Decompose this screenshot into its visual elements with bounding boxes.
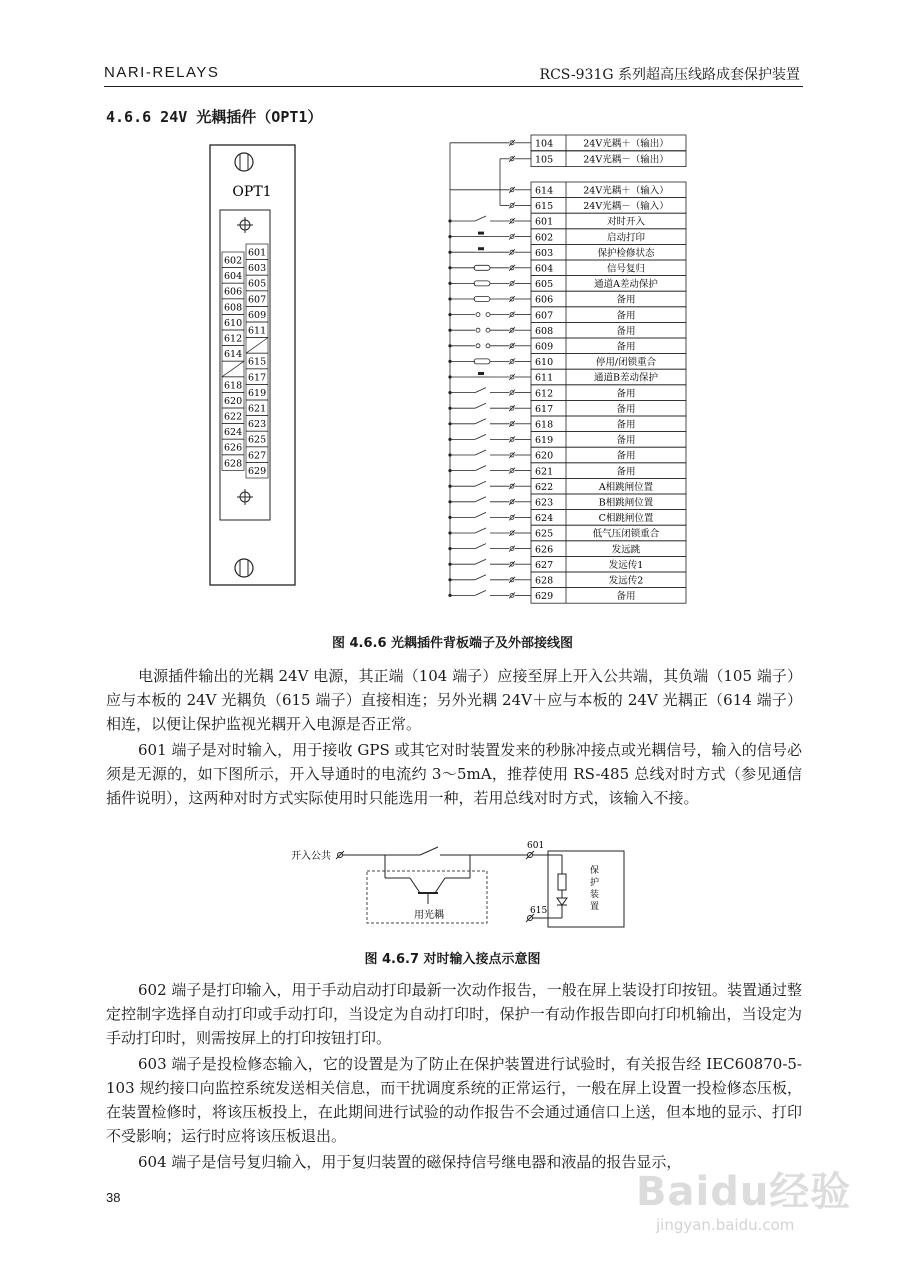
paragraph-5: 604 端子是信号复归输入，用于复归装置的磁保持信号继电器和液晶的报告显示， (138, 1153, 682, 1171)
terminal-table-row (531, 432, 686, 448)
switch-contact-icon (475, 481, 486, 486)
terminal-number: 604 (535, 263, 554, 275)
switch-contact-icon (475, 559, 486, 564)
switch-contact-icon (475, 466, 486, 471)
terminal-number: 606 (535, 294, 554, 306)
board-terminal-label: 606 (224, 286, 243, 298)
switch-contact-icon (475, 497, 486, 502)
board-terminal-label: 627 (248, 450, 267, 462)
switch-contact-icon (420, 847, 460, 855)
open-link-icon (476, 313, 480, 317)
terminal-number: 611 (535, 372, 554, 384)
figure-caption-4-6-7: 图 4.6.7 对时输入接点示意图 (364, 952, 541, 967)
terminal-number: 609 (535, 341, 554, 353)
terminal-table-row (531, 588, 686, 604)
terminal-description: 备用 (616, 341, 636, 353)
terminal-number: 614 (535, 185, 554, 197)
terminal-description: 备用 (616, 310, 636, 322)
board-terminal-grid (222, 244, 268, 478)
terminal-number: 603 (535, 247, 554, 259)
board-terminal-label: 621 (248, 403, 267, 415)
terminal-615-label: 615 (530, 906, 548, 916)
board-terminal-label: 614 (224, 349, 243, 361)
board-terminal-label: 605 (248, 278, 267, 290)
switch-contact-icon (475, 419, 486, 424)
transistor-icon (385, 878, 470, 904)
terminal-number: 624 (535, 513, 554, 525)
terminal-number: 607 (535, 310, 554, 322)
terminal-description: 24V光耦＋（输入） (583, 185, 669, 197)
terminal-description: A相跳闸位置 (598, 481, 654, 493)
terminal-number: 629 (535, 591, 554, 603)
terminal-description: 低气压闭锁重合 (592, 528, 660, 540)
watermark-logo: Baidu经验 (636, 1169, 852, 1215)
terminal-description: 备用 (616, 450, 636, 462)
paragraph-4: 603 端子是投检修态输入，它的设置是为了防止在保护装置进行试验时，有关报告经 IEC60870-5-103 规约接口向监控系统发送相关信息，而干扰调度系统的正常运行，一般在屏上设置一投检修态压板，在装置检修时，将该压板投上，在此期间进行试验的动作报告不会通过通信口上送，但本地的显示、打印不受影响；运行时应将该压板退出。 (106, 1055, 802, 1145)
switch-contact-icon (475, 590, 486, 595)
terminal-number: 622 (535, 481, 554, 493)
terminal-description: 24V光耦－（输入） (583, 201, 669, 213)
board-terminal-label: 619 (248, 387, 267, 399)
terminal-number: 625 (535, 528, 554, 540)
terminal-number: 620 (535, 450, 554, 462)
push-button-icon (478, 372, 484, 375)
board-terminal-label: 629 (248, 465, 267, 477)
board-terminal-label: 608 (224, 302, 243, 314)
open-link-icon (476, 344, 480, 348)
board-terminal-label: 603 (248, 263, 267, 275)
board-terminal-label: 625 (248, 434, 267, 446)
push-button-icon (478, 247, 484, 250)
terminal-description: 保护检修状态 (597, 247, 655, 259)
board-terminal-label: 618 (224, 380, 243, 392)
terminal-table-row (531, 385, 686, 401)
paragraph-1: 电源插件输出的光耦 24V 电源，其正端（104 端子）应接至屏上开入公共端，其负端（105 端子）应与本板的 24V 光耦负（615 端子）直接相连；另外光耦 24V＋应与本板的 24V 光耦正（614 端子）相连，以便让保护监视光耦开入电源是否正常。 (106, 667, 802, 733)
common-input-label: 开入公共 (291, 851, 331, 862)
board-terminal-label: 607 (248, 294, 267, 306)
board-terminal-label: 610 (224, 317, 243, 329)
header-left: NARI-RELAYS (104, 64, 220, 81)
terminal-number: 602 (535, 232, 554, 244)
push-button-icon (478, 232, 484, 235)
device-label-1: 保 (590, 866, 600, 876)
terminal-table-row (531, 307, 686, 323)
terminal-number: 608 (535, 325, 554, 337)
paragraph-3: 602 端子是打印输入，用于手动启动打印最新一次动作报告，一般在屏上装设打印按钮。装置通过整定控制字选择自动打印或手动打印，当设定为自动打印时，保护一有动作报告即向打印机输出，当设定为手动打印时，则需按屏上的打印按钮打印。 (106, 981, 802, 1047)
terminal-table-row (531, 541, 686, 557)
board-terminal-label: 624 (224, 427, 243, 439)
board-terminal-label: 611 (248, 325, 267, 337)
terminal-table-row (531, 400, 686, 416)
terminal-description: 备用 (616, 294, 636, 306)
terminal-number: 617 (535, 403, 554, 415)
terminal-table-row (531, 463, 686, 479)
terminal-description: 对时开入 (606, 216, 646, 228)
board-terminal-label: 615 (248, 356, 267, 368)
board-terminal-label: 628 (224, 458, 243, 470)
terminal-number: 627 (535, 559, 554, 571)
terminal-description: 信号复归 (606, 263, 646, 275)
open-link-icon (476, 328, 480, 332)
device-label-2: 护 (590, 878, 600, 888)
board-terminal-label: 609 (248, 309, 267, 321)
terminal-description: 备用 (616, 435, 636, 447)
board-terminal-label: 622 (224, 411, 243, 423)
terminal-number: 105 (535, 154, 554, 166)
terminal-table-row (531, 416, 686, 432)
page-number: 38 (106, 1190, 121, 1205)
terminal-number: 605 (535, 279, 554, 291)
terminal-table-row (531, 338, 686, 354)
device-box (548, 851, 624, 927)
board-terminal-label: 617 (248, 372, 267, 384)
terminal-description: 备用 (616, 419, 636, 431)
terminal-description: 备用 (616, 466, 636, 478)
terminal-number: 618 (535, 419, 554, 431)
watermark-url: jingyan.baidu.com (656, 1216, 795, 1234)
switch-contact-icon (475, 434, 486, 439)
terminal-table (531, 135, 686, 603)
bottom-screw-icon (235, 559, 253, 577)
switch-contact-icon (475, 216, 486, 221)
terminal-description: 发远跳 (611, 544, 641, 556)
link-plate-icon (474, 297, 490, 302)
figure-caption-4-6-6: 图 4.6.6 光耦插件背板端子及外部接线图 (331, 636, 574, 651)
terminal-number: 612 (535, 388, 554, 400)
switch-contact-icon (475, 528, 486, 533)
terminal-description: 发远传2 (608, 575, 644, 587)
terminal-description: 24V光耦＋（输出） (583, 138, 669, 150)
terminal-number: 104 (535, 138, 554, 150)
figure-timing-input (0, 838, 905, 938)
switch-contact-icon (475, 512, 486, 517)
paragraph-2: 601 端子是对时输入，用于接收 GPS 或其它对时装置发来的秒脉冲接点或光耦信号，输入的信号必须是无源的，如下图所示，开入导通时的电流约 3～5mA，推荐使用 RS-485 总线对时方式（参见通信插件说明），这两种对时方式实际使用时只能选用一种，若用总线对时方式，该输入不接。 (106, 741, 802, 807)
terminal-description: 备用 (616, 325, 636, 337)
led-icon (557, 898, 567, 905)
board-terminal-label: 626 (224, 442, 243, 454)
terminal-description: 发远传1 (608, 559, 644, 571)
switch-contact-icon (475, 388, 486, 393)
terminal-description: 备用 (616, 388, 636, 400)
switch-contact-icon (475, 544, 486, 549)
terminal-description: 24V光耦－（输出） (583, 154, 669, 166)
terminal-601-icon (526, 851, 534, 859)
connector-bottom-screw-icon (237, 489, 253, 505)
terminal-description: C相跳闸位置 (598, 513, 654, 525)
terminal-description: 停用/闭锁重合 (595, 357, 657, 369)
terminal-number: 610 (535, 357, 554, 369)
terminal-number: 621 (535, 466, 554, 478)
terminal-number: 626 (535, 544, 554, 556)
terminal-description: 启动打印 (606, 232, 646, 244)
terminal-description: 备用 (616, 591, 636, 603)
board-terminal-label: 602 (224, 255, 243, 267)
section-title: 4.6.6 24V 光耦插件（OPT1） (106, 108, 323, 126)
blank-cell-diagonal (222, 361, 244, 377)
link-plate-icon (474, 281, 490, 286)
device-label-3: 装 (590, 890, 600, 900)
board-terminal-label: 620 (224, 395, 243, 407)
device-label-4: 置 (590, 902, 600, 912)
switch-contact-icon (475, 450, 486, 455)
terminal-description: 备用 (616, 403, 636, 415)
terminal-number: 619 (535, 435, 554, 447)
board-terminal-label: 623 (248, 419, 267, 431)
optocoupler-label: 用光耦 (414, 910, 444, 921)
terminal-601-label: 601 (527, 841, 545, 851)
terminal-number: 628 (535, 575, 554, 587)
common-terminal-icon (336, 851, 344, 859)
terminal-description: 通道A差动保护 (594, 279, 658, 291)
terminal-number: 601 (535, 216, 554, 228)
top-screw-icon (235, 153, 253, 171)
blank-cell-diagonal (246, 338, 268, 354)
terminal-description: B相跳闸位置 (598, 497, 654, 509)
board-terminal-label: 612 (224, 333, 243, 345)
external-wiring (448, 140, 531, 599)
terminal-number: 623 (535, 497, 554, 509)
terminal-table-row (531, 322, 686, 338)
switch-contact-icon (475, 403, 486, 408)
connector-top-screw-icon (237, 217, 253, 233)
link-plate-icon (474, 265, 490, 270)
terminal-table-row (531, 447, 686, 463)
terminal-number: 615 (535, 201, 554, 213)
terminal-table-row (531, 291, 686, 307)
switch-contact-icon (475, 575, 486, 580)
terminal-description: 通道B差动保护 (594, 372, 658, 384)
board-terminal-label: 604 (224, 271, 243, 283)
header-right: RCS-931G 系列超高压线路成套保护装置 (539, 67, 800, 83)
link-plate-icon (474, 359, 490, 364)
board-title: OPT1 (232, 184, 272, 200)
board-terminal-label: 601 (248, 247, 267, 259)
